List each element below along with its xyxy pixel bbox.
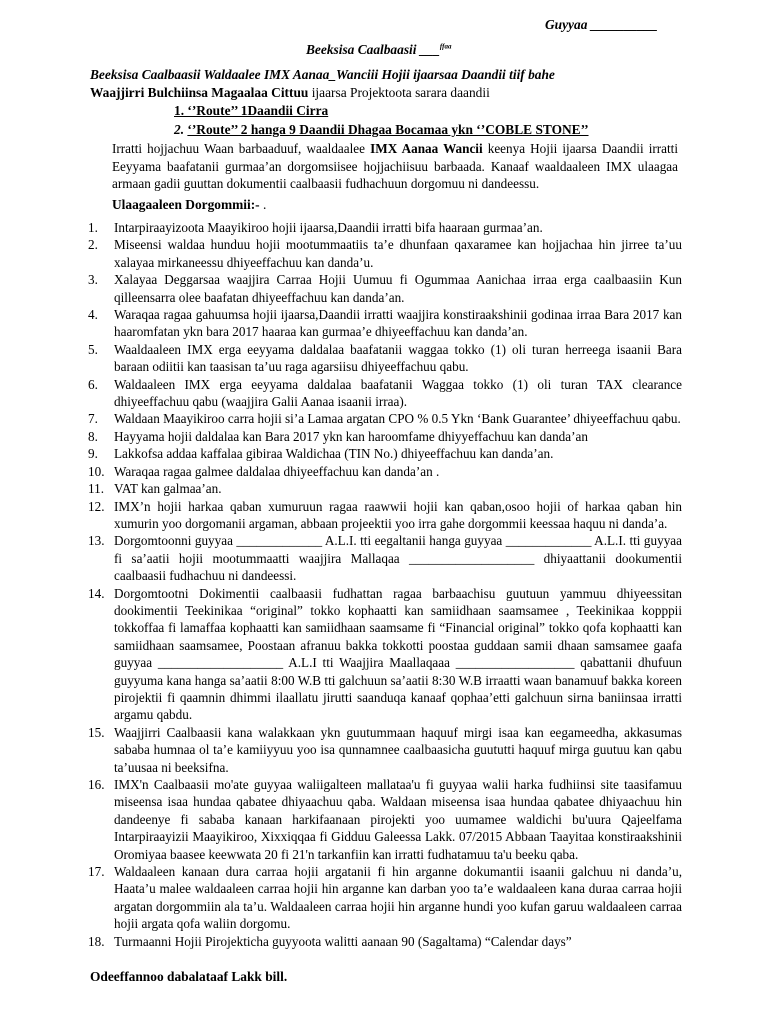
list-item-number: 18. — [88, 933, 105, 949]
criteria-heading-trail: . — [259, 197, 267, 212]
list-item-number: 7. — [88, 411, 98, 427]
list-item-number: 9. — [88, 446, 98, 462]
list-item-text: IMX’n hojii harkaa qaban xumuruun ragaa raawwii hojii kan qaban,osoo hojii of harkaa qaban hin xumurin yoo dorgomanii argaman, abbaan projeektii yoo irra gahe dorgommii keessaa haquu ni danda’a. — [114, 498, 682, 531]
list-item — [88, 271, 682, 306]
criteria-heading-text: Ulaagaaleen Dorgommii:- — [112, 197, 260, 212]
list-item-text: Xalayaa Deggarsaa waajjira Carraa Hojii Uumuu fi Ogummaa Aanichaa irraa erga caalbaasiin Kun qilleensarra olee baafatan dhiyeeffachuu kan danda’an. — [114, 272, 682, 305]
list-item — [88, 532, 682, 584]
date-line: Guyyaa __________ — [545, 17, 658, 32]
list-item-number: 16. — [88, 777, 105, 792]
document-title — [306, 42, 451, 58]
list-item — [88, 933, 682, 950]
list-item-text: Miseensi waldaa hunduu hojii mootummaatiis ta’e dhunfaan qaxaramee kan hojjachaa hin jirree ta’uu xalayaa mirkaneessu dhiyeeffachuu kan danda’u. — [114, 237, 682, 270]
subtitle: Beeksisa Caalbaasii Waldaalee IMX Aanaa_Wanciii Hojii ijaarsaa Daandii tiif bahe — [90, 67, 555, 82]
list-item-number: 1. — [88, 220, 98, 235]
list-item-text: Waraqaa ragaa gahuumsa hojii ijaarsa,Daandii irratti waajjira konstiraakshinii godinaa irraa Bara 2017 kan haaromfatan ykn bara 2017 haaraa kan gurmaa’e dhiyeeffachuu kan danda’an. — [114, 307, 682, 340]
list-item-number: 4. — [88, 307, 98, 323]
list-item — [88, 341, 682, 376]
list-item — [88, 376, 682, 411]
intro-part2: keenya Hojii ijaarsa Daandii irratti Eeyyama baafatanii gurmaa’an dorgomsiisee hojjachiisuu barbaada. Kanaaf waaldaaleen IMX ulaagaa armaan gadii guuttan dokumentii caalbaasii fudhachuun dorgomuu ni dandeessu. — [112, 141, 678, 191]
list-item — [88, 306, 682, 341]
office-line — [90, 85, 490, 101]
list-item-text: Waldaaleen IMX erga eeyyama daldalaa baafatanii Waggaa tokko (1) oli turan TAX clearance dhiyeeffachuu qabu (waajjira Galii Aanaa isaanii irraa). — [114, 376, 682, 410]
list-item-text: Waaldaaleen IMX erga eeyyama daldalaa baafatanii waggaa tokko (1) oli turan herreega isaanii Bara baraan odiitii kan taasisan ta’uu raga agarsiisu dhiyeeffachuu qabu. — [114, 341, 682, 375]
list-item-number: 8. — [88, 428, 98, 444]
list-item-number: 6. — [88, 376, 98, 392]
office-name: Waajjirri Bulchiinsa Magaalaa Cittuu — [90, 85, 309, 100]
list-item-text: Hayyama hojii daldalaa kan Bara 2017 ykn kan haroomfame dhiyyeffachuu kan danda’an — [114, 428, 588, 444]
intro-bold: IMX Aanaa Wancii — [370, 141, 483, 156]
list-item-number: 10. — [88, 463, 105, 479]
intro-part1: Irratti hojjachuu Waan barbaaduuf, waaldaalee — [112, 141, 371, 156]
route-2-text: ‘’Route’’ 2 hanga 9 Daandii Dhagaa Bocamaa ykn ‘’COBLE STONE’’ — [187, 122, 589, 137]
route-1-text: 1. ‘’Route’’ 1Daandii Cirra — [174, 103, 329, 118]
title-suffix: ffaa — [439, 42, 452, 51]
title-main: Beeksisa Caalbaasii ___ — [306, 42, 440, 57]
list-item-number: 11. — [88, 481, 104, 497]
list-item-number: 13. — [88, 533, 105, 549]
list-item — [88, 498, 682, 533]
list-item-number: 3. — [88, 272, 98, 288]
list-item — [88, 480, 682, 497]
list-item-text: VAT kan galmaa’an. — [114, 481, 222, 497]
list-item-text: Turmaanni Hojii Pirojekticha guyyoota walitti aanaan 90 (Sagaltama) “Calendar days” — [114, 933, 572, 949]
criteria-list — [88, 219, 682, 950]
list-item-text: Waldaan Maayikiroo carra hojii si’a Lamaa argatan CPO % 0.5 Ykn ‘Bank Guarantee’ dhiyeeffachuu qabu. — [114, 411, 681, 427]
list-item — [88, 428, 682, 445]
route-1 — [174, 103, 328, 119]
list-item-number: 15. — [88, 724, 105, 740]
footer-contact: Odeeffannoo dabalataaf Lakk bill. — [90, 969, 288, 984]
list-item-text: Dorgomtoonni guyyaa _____________ A.L.I. tti eegaltanii hanga guyyaa _____________ A.L.I. tti guyyaa fi sa’aatii hojii mootummaatti waajjira Mallaqaa ___________________ dhiyaattanii dookumentii caalbaasii fudhachuu ni dandeessi. — [114, 533, 682, 584]
list-item — [88, 410, 682, 427]
list-item-number: 5. — [88, 341, 98, 357]
list-item-text: Waldaaleen kanaan dura carraa hojii argatanii fi hin arganne dokumantii isaanii galchuu ni danda’u, Haata’u malee waldaaleen carraa hojii hin arganne kan darban yoo ta’e waldaaleen kana duraa carraa hojii argatan dorgommiin ala ta’u. Waldaaleen carraa hojii hin arganne hundi yoo kufan garuu waldaaleen carraa hojii argata qofa waliin dorgomu. — [114, 864, 682, 932]
list-item — [88, 724, 682, 776]
list-item — [88, 463, 682, 480]
list-item — [88, 236, 682, 271]
list-item-text: IMX'n Caalbaasii mo'ate guyyaa waliigalteen mallataa'u fi guyyaa walii harka fudhiinsi site taasifamuu miseensa isaa hundaa qabatee dhiyaachuu qaba. Waldaan miseensa isaa hundaa qabatee dhiyaachuu hin dandeenye fi sababa kanaan harkifaanaan pirojekti yoo uumamee waldichi bu'uura Qajeelfama Intarpiraayizii Maayikiroo, Xixxiqqaa fi Gidduu Galeessa Lakk. 07/2015 Abbaan Taayitaa konstiraakshinii Oromiyaa baasee keewwata 20 fi 21'n tarkanfiin kan irratti fudhatamuu ta'u beeku qaba. — [114, 777, 682, 862]
office-rest: ijaarsa Projektoota sarara daandii — [308, 85, 490, 100]
route-2 — [174, 122, 589, 138]
list-item-number: 14. — [88, 585, 105, 601]
intro-paragraph — [112, 140, 678, 193]
list-item-text: Intarpiraayizoota Maayikiroo hojii ijaarsa,Daandii irratti bifa haaraan gurmaa’an. — [114, 220, 543, 235]
list-item-text: Lakkofsa addaa kaffalaa gibiraa Waldichaa (TIN No.) dhiyeeffachuu kan danda’an. — [114, 446, 554, 462]
list-item — [88, 445, 682, 462]
list-item-text: Waajjirri Caalbaasii kana walakkaan ykn guutummaan haquuf mirgi isaa kan eegameedha, akkasumas sababa humnaa ol ta’e kamiiyyuu yoo isa qunnamnee caalbaasicha guututti haquuf mirga guutuu kan qabu ta’uusaa ni beeksifna. — [114, 724, 682, 775]
list-item — [88, 585, 682, 724]
list-item-text: Dorgomtootni Dokimentii caalbaasii fudhattan ragaa barbaachisu guutuun yammuu dhiyeessitan dookimentii Teekinikaa “original” tokko kophaatti kan samiidhaan saamsamee , Teekinikaa kopppii tokkoffaa fi lamaffaa kophaatti kan samiidhaan saamsame fi “Financial original” tokko qofa kophaatti kan samiidhaan saamsamee, Poostaan afranuu bakka tokkotti poostaa guddaan samii dhaan samsamee gaafa guyyaa ___________________ A.L.I tti Waajjira Maallaqaaa __________________ qabattanii dhufuun guyyuma kana hanga sa’aatii 8:00 W.B tti galchuun sa’aatii 8:30 W.B irraatti waan banamuuf bakka koreen pirojektii fi qaamnin dhimmi ilaallatu jirutti saanduqa kanaaf qophaa’etti galchuun sirna baniinsaa irratti argamu qabdu. — [114, 585, 682, 723]
list-item-number: 2. — [88, 237, 98, 253]
route-2-num: 2. — [174, 122, 188, 137]
list-item-number: 12. — [88, 498, 105, 514]
list-item-number: 17. — [88, 864, 105, 880]
list-item-text: Waraqaa ragaa galmee daldalaa dhiyeeffachuu kan danda’an . — [114, 463, 440, 479]
list-item — [88, 776, 682, 863]
list-item — [88, 219, 682, 236]
criteria-heading — [112, 197, 266, 213]
list-item — [88, 863, 682, 933]
